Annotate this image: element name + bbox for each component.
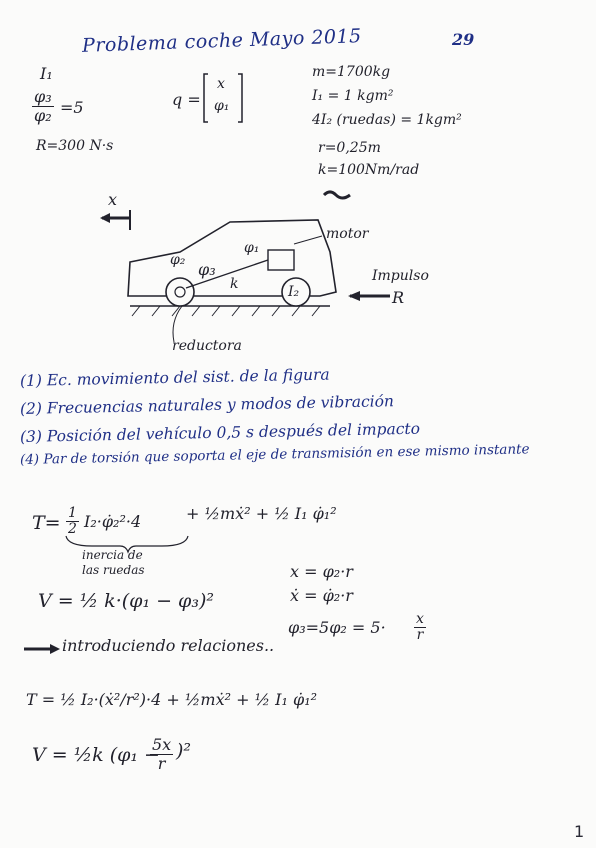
state-vector-phi1: φ₁ bbox=[214, 98, 230, 114]
given-k: k=100Nm/rad bbox=[318, 162, 420, 178]
eq-T2: T = ½ I₂·(ẋ²/r²)·4 + ½mẋ² + ½ I₁ φ̇₁² bbox=[26, 690, 318, 709]
ratio-fraction bbox=[32, 88, 54, 124]
eq-V2-suffix: )² bbox=[176, 740, 192, 762]
intro-text: introduciendo relaciones.. bbox=[62, 636, 275, 655]
ratio-denominator: φ₂ bbox=[34, 105, 52, 125]
eq-T1-rest: + ½mẋ² + ½ I₁ φ̇₁² bbox=[186, 504, 337, 523]
state-vector-label: q = bbox=[172, 90, 201, 109]
relation-3-frac bbox=[414, 612, 426, 644]
diagram-phi1: φ₁ bbox=[244, 240, 260, 256]
eq-V1: V = ½ k·(φ₁ − φ₃)² bbox=[38, 590, 215, 612]
question-1: (1) Ec. movimiento del sist. de la figura bbox=[19, 365, 330, 390]
page-number: 1 bbox=[574, 822, 585, 841]
state-vector-x: x bbox=[217, 76, 225, 92]
eq-T1-frac-num: 1 bbox=[68, 505, 77, 521]
given-I2: 4I₂ (ruedas) = 1kgm² bbox=[312, 112, 462, 128]
ratio-value: =5 bbox=[60, 98, 84, 117]
damping-R: R=300 N·s bbox=[36, 138, 114, 154]
given-mass: m=1700kg bbox=[312, 64, 391, 80]
page-code: 29 bbox=[452, 30, 475, 49]
eq-T1-mid: I₂·φ̇₂²·4 bbox=[84, 512, 142, 531]
eq-T1-note: inercia de las ruedas bbox=[82, 548, 145, 577]
diagram-impulse-label: Impulso bbox=[372, 268, 429, 284]
eq-V2-num: 5x bbox=[152, 735, 172, 754]
diagram-wheel-label: I₂ bbox=[288, 284, 300, 300]
relation-1: x = φ₂·r bbox=[290, 562, 353, 581]
relation-3-den: r bbox=[416, 627, 424, 644]
inertia-label: I₁ bbox=[40, 64, 53, 83]
ratio-numerator: φ₃ bbox=[34, 87, 52, 106]
question-3: (3) Posición del vehículo 0,5 s después del impacto bbox=[19, 419, 421, 446]
page-title: Problema coche Mayo 2015 bbox=[81, 25, 363, 57]
diagram-x-label: x bbox=[108, 190, 118, 209]
given-I1: I₁ = 1 kgm² bbox=[312, 88, 394, 104]
diagram-phi3: φ₃ bbox=[198, 260, 216, 279]
diagram-R-label: R bbox=[392, 288, 405, 307]
eq-T1-frac bbox=[66, 506, 79, 538]
eq-T1-prefix: T= bbox=[32, 512, 61, 534]
eq-V2-den: r bbox=[157, 753, 166, 773]
eq-V2-frac bbox=[150, 736, 173, 772]
question-2: (2) Frecuencias naturales y modos de vibración bbox=[19, 392, 395, 418]
state-vector-brackets bbox=[200, 70, 260, 130]
relation-3: φ₃=5φ₂ = 5· bbox=[288, 618, 386, 637]
eq-T1-frac-den: 2 bbox=[68, 521, 77, 538]
relation-2: ẋ = φ̇₂·r bbox=[290, 586, 353, 605]
diagram-reductor-label: reductora bbox=[172, 338, 242, 354]
diagram-k: k bbox=[230, 276, 239, 292]
diagram-motor-label: motor bbox=[326, 226, 369, 242]
question-4: (4) Par de torsión que soporta el eje de transmisión en ese mismo instante bbox=[19, 441, 530, 468]
diagram-phi2: φ₂ bbox=[170, 252, 186, 268]
eq-V2-prefix: V = ½k (φ₁ − bbox=[32, 744, 160, 766]
relation-3-num: x bbox=[416, 611, 424, 627]
arrow-right-icon bbox=[22, 642, 62, 656]
given-r: r=0,25m bbox=[318, 140, 381, 156]
